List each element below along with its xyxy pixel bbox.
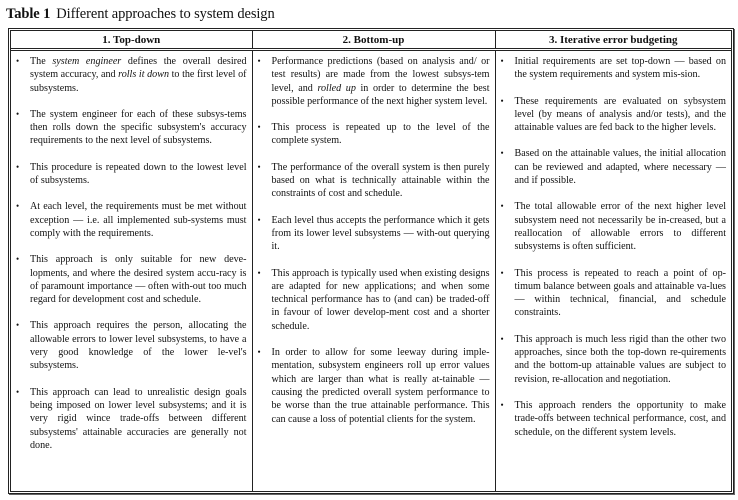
bullet-icon: • xyxy=(16,386,20,397)
content-row xyxy=(11,50,731,492)
column-header-bottom-up: 2. Bottom-up xyxy=(252,31,495,50)
list-item: • The system engineer defines the overall desired system accuracy, and rolls it down to the first level of subsystems. xyxy=(16,56,247,94)
bullet-icon: • xyxy=(500,267,504,278)
bullet-icon: • xyxy=(257,122,261,133)
emphasis: rolls it down xyxy=(118,69,169,81)
bullet-icon: • xyxy=(257,56,261,66)
list-item: • The performance of the overall system is then purely based on what is technically attainable within the constraints of cost and schedule. xyxy=(257,161,490,200)
list-item: • This procedure is repeated down to the lowest level of subsystems. xyxy=(16,161,247,187)
list-item: • This process is repeated up to the level of the complete system. xyxy=(257,122,490,147)
column-bottom-up xyxy=(252,50,495,492)
list-item: • Each level thus accepts the performance which it gets from its lower level subsystems — with-out querying it. xyxy=(257,214,490,253)
column-top-down xyxy=(11,50,252,492)
list-item: • This approach requires the person, allocating the allowable errors to lower level subsystems, to have a very good knowledge of the lower le-vel's subsystems. xyxy=(16,320,247,372)
bullet-icon: • xyxy=(257,347,261,358)
column-iterative xyxy=(495,50,731,492)
bullet-icon: • xyxy=(500,201,504,212)
bullet-icon: • xyxy=(500,56,504,66)
bullet-icon: • xyxy=(500,148,504,159)
list-item: • The total allowable error of the next higher level subsystem need not necessarily be in-creased, but a reallocation of allowable errors to different subsystems is often sufficient. xyxy=(500,201,726,253)
bullet-icon: • xyxy=(500,333,504,344)
list-item: • These requirements are evaluated on sybsystem level (by means of analysis and/or tests), and the attainable values are fed back to the higher levels. xyxy=(500,95,726,134)
approaches-table xyxy=(8,28,734,494)
header-row xyxy=(11,31,731,50)
bullet-icon: • xyxy=(16,56,20,66)
list-item: • In order to allow for some leeway during imple-mentation, subsystem engineers roll up error values which are larger than what is really at-tainable — causing the predicted overall system performance to be worse than the true attainable performance. This can cause a loss of potential clients for the system. xyxy=(257,347,490,425)
list-item: • Initial requirements are set top-down — based on the system requirements and system mis-sion. xyxy=(500,56,726,81)
list-item: • This approach renders the opportunity to make trade-offs between technical performance, cost, and schedule, on the different system levels. xyxy=(500,399,726,438)
list-item: • This approach is only suitable for new deve-lopments, and where the desired system accu-racy is of paramount importance — often with-out too much regard for development cost and schedule. xyxy=(16,254,247,306)
emphasis: rolled up xyxy=(317,82,356,94)
bullet-icon: • xyxy=(500,95,504,106)
bullet-icon: • xyxy=(257,161,261,172)
column-header-top-down: 1. Top-down xyxy=(11,31,252,50)
bullet-icon: • xyxy=(16,320,20,331)
bullet-icon: • xyxy=(16,108,20,119)
column-header-iterative: 3. Iterative error budgeting xyxy=(495,31,731,50)
table-title: Different approaches to system design xyxy=(56,6,275,22)
list-item: • This approach is typically used when existing designs are adapted for new applications; and when some technical performance has to (and can) be traded-off in favour of lower develop-ment cost and a shorter schedule. xyxy=(257,267,490,332)
emphasis: system engineer xyxy=(52,56,122,67)
table-number: Table 1 xyxy=(6,6,51,22)
bullet-icon: • xyxy=(257,267,261,278)
list-item: • This approach is much less rigid than the other two approaches, since both the top-down re-quirements and the bottom-up attainable values are subject to revision, re-allocation and negotiation. xyxy=(500,333,726,385)
bullet-icon: • xyxy=(257,214,261,225)
bullet-icon: • xyxy=(16,254,20,265)
list-item: • The system engineer for each of these subsys-tems then rolls down the specific subsystem's accuracy requirements to the next level of subsystems. xyxy=(16,108,247,147)
list-item: • This process is repeated to reach a point of op-timum balance between goals and attainable va-lues — within technical, financial, and schedule constraints. xyxy=(500,267,726,319)
bullet-icon: • xyxy=(500,399,504,410)
list-item: • Performance predictions (based on analysis and/ or test results) are made from the lowest subsys-tem level, and rolled up in order to determine the best possible performance of the next higher system level. xyxy=(257,56,490,107)
table-caption xyxy=(6,6,275,23)
bullet-icon: • xyxy=(16,201,20,212)
bullet-icon: • xyxy=(16,161,20,172)
list-item: • Based on the attainable values, the initial allocation can be reviewed and adapted, where necessary — and if possible. xyxy=(500,148,726,187)
list-item: • At each level, the requirements must be met without exception — i.e. all implemented sub-systems must comply with the requirements. xyxy=(16,201,247,239)
list-item: • This approach can lead to unrealistic design goals being imposed on lower level subsystems; and it is very rigid wince trade-offs between different subsystems' attainable accuracies are generally not done. xyxy=(16,386,247,451)
